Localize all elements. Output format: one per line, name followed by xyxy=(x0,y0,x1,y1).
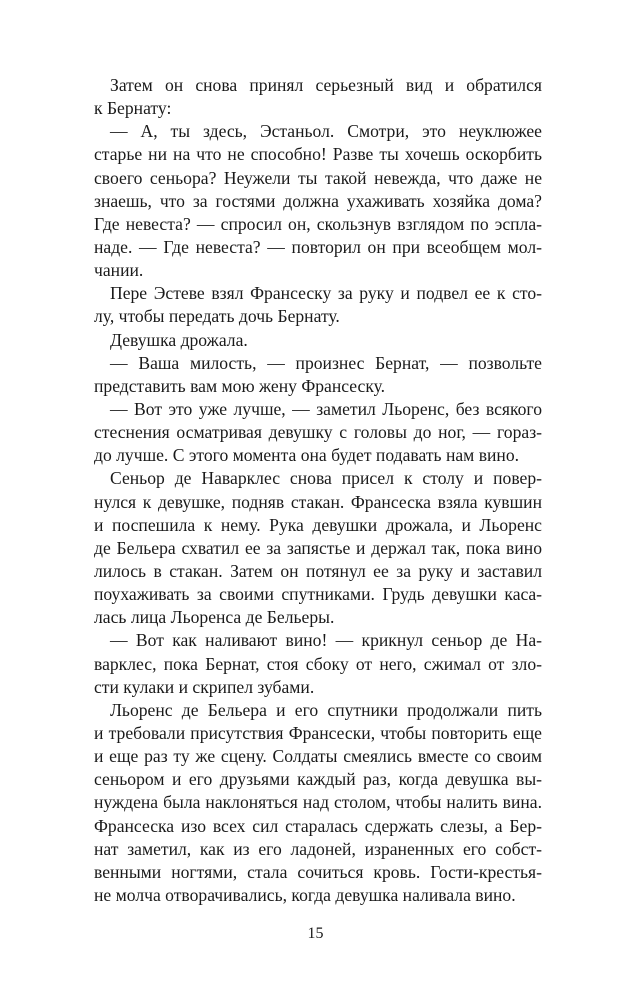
text-line: лась лица Льоренса де Бельеры. xyxy=(94,607,335,628)
text-line: Где невеста? — спросил он, скользнув взглядом по эспла- xyxy=(94,213,542,234)
text-line: старье ни на что не способно! Разве ты хочешь оскорбить xyxy=(94,144,542,165)
text-line: Девушка дрожала. xyxy=(110,329,248,350)
text-line: Сеньор де Наварклес снова присел к столу и повер- xyxy=(110,468,542,489)
text-line: и поспешила к нему. Рука девушки дрожала, и Льоренс xyxy=(94,514,542,535)
text-line: Пере Эстеве взял Франсеску за руку и подвел ее к сто- xyxy=(110,283,542,304)
text-line: венными ногтями, стала сочиться кровь. Гости-крестья- xyxy=(94,861,542,882)
text-line: — Ваша милость, — произнес Бернат, — позвольте xyxy=(110,352,542,373)
text-line: — Вот это уже лучше, — заметил Льоренс, без всякого xyxy=(110,398,542,419)
text-line: Франсеска изо всех сил старалась сдержать слезы, а Бер- xyxy=(94,815,542,836)
text-line: варклес, пока Бернат, стоя сбоку от него, сжимал от зло- xyxy=(94,653,542,674)
text-line: и еще раз ту же сцену. Солдаты смеялись вместе со своим xyxy=(94,746,542,767)
text-line: и требовали присутствия Франсески, чтобы повторить еще xyxy=(94,722,542,743)
text-line: до лучше. С этого момента она будет подавать нам вино. xyxy=(94,445,520,466)
text-line: своего сеньора? Неужели ты такой невежда, что даже не xyxy=(94,167,542,188)
text-line: Затем он снова принял серьезный вид и обратился xyxy=(110,75,542,95)
text-line: лилось в стакан. Затем он потянул ее за руку и заставил xyxy=(94,560,542,581)
text-line: знаешь, что за гостями должна ухаживать хозяйка дома? xyxy=(94,190,542,211)
text-line: стеснения осматривая девушку с головы до ног, — гораз- xyxy=(94,422,542,443)
text-line: — Вот как наливают вино! — крикнул сеньор де На- xyxy=(110,630,542,651)
text-line: — А, ты здесь, Эстаньол. Смотри, это неуклюжее xyxy=(110,121,542,142)
text-line: наде. — Где невеста? — повторил он при всеобщем мол- xyxy=(94,236,542,257)
text-line: сти кулаки и скрипел зубами. xyxy=(94,676,315,697)
text-line: чании. xyxy=(94,260,144,281)
text-line: лу, чтобы передать дочь Бернату. xyxy=(94,306,340,327)
text-line: сеньором и его друзьями каждый раз, когда девушка вы- xyxy=(94,769,542,790)
text-line: поухаживать за своими спутниками. Грудь девушки касa- xyxy=(94,584,542,605)
text-line: нуждена была наклоняться над столом, чтобы налить вина. xyxy=(94,792,542,813)
page-text-block xyxy=(94,74,542,907)
text-line: не молча отворачивались, когда девушка наливала вино. xyxy=(94,884,516,905)
text-line: нат заметил, как из его ладоней, израненных его собст- xyxy=(94,838,542,859)
text-line: представить вам мою жену Франсеску. xyxy=(94,375,386,396)
text-line: к Бернату: xyxy=(94,98,172,119)
text-line: де Бельера схватил ее за запястье и держал так, пока вино xyxy=(94,537,542,558)
text-line: Льоренс де Бельера и его спутники продолжали пить xyxy=(110,699,542,720)
page-number: 15 xyxy=(307,925,324,942)
text-line: нулся к девушке, подняв стакан. Франсеска взяла кувшин xyxy=(94,491,542,512)
